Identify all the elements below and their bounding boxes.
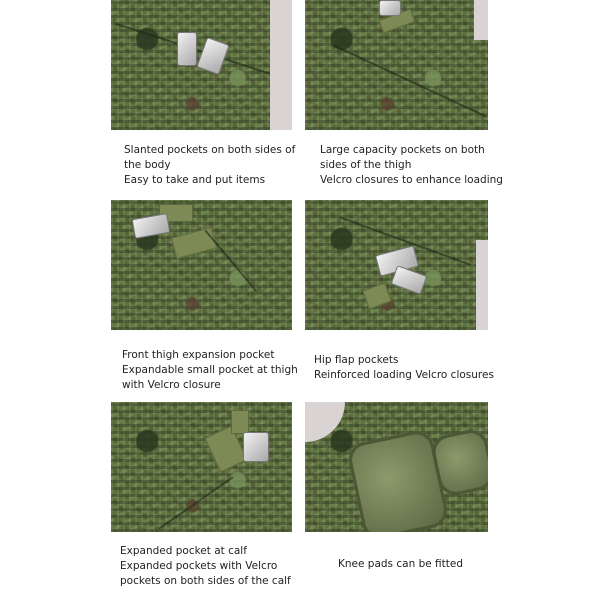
caption-1 — [124, 143, 295, 188]
multitool-icon — [379, 0, 401, 16]
caption-line: Reinforced loading Velcro closures — [314, 369, 494, 381]
photo-hip-flap-pocket — [305, 200, 488, 330]
multitool-icon — [177, 32, 197, 66]
caption-line: Front thigh expansion pocket — [122, 349, 275, 361]
caption-2 — [320, 143, 503, 188]
caption-line: Knee pads can be fitted — [338, 558, 464, 570]
photo-calf-pocket — [111, 402, 292, 532]
caption-line: Expandable small pocket at thigh — [122, 364, 298, 376]
photo-front-thigh-pocket — [111, 200, 292, 330]
caption-line: Expanded pockets with Velcro — [120, 560, 278, 572]
photo-knee-pad — [305, 402, 488, 532]
background-wall — [474, 0, 488, 40]
photo-slanted-pocket — [111, 0, 292, 130]
caption-4 — [314, 353, 494, 383]
background-wall — [476, 240, 488, 330]
caption-line: Expanded pocket at calf — [120, 545, 247, 557]
caption-line: Easy to take and put items — [124, 174, 266, 186]
multitool-icon — [243, 432, 269, 462]
caption-line: sides of the thigh — [320, 159, 412, 171]
background-wall — [270, 0, 292, 130]
caption-line: with Velcro closure — [122, 379, 221, 391]
caption-line: Slanted pockets on both sides of — [124, 144, 296, 156]
caption-line: Large capacity pockets on both — [320, 144, 485, 156]
caption-line: the body — [124, 159, 171, 171]
caption-6 — [338, 557, 463, 572]
photo-thigh-pocket — [305, 0, 488, 130]
caption-line: pockets on both sides of the calf — [120, 575, 291, 587]
caption-3 — [122, 348, 298, 393]
velcro-patch — [231, 410, 249, 434]
camo-fabric — [111, 402, 292, 532]
caption-line: Hip flap pockets — [314, 354, 399, 366]
caption-line: Velcro closures to enhance loading — [320, 174, 503, 186]
caption-5 — [120, 544, 291, 589]
